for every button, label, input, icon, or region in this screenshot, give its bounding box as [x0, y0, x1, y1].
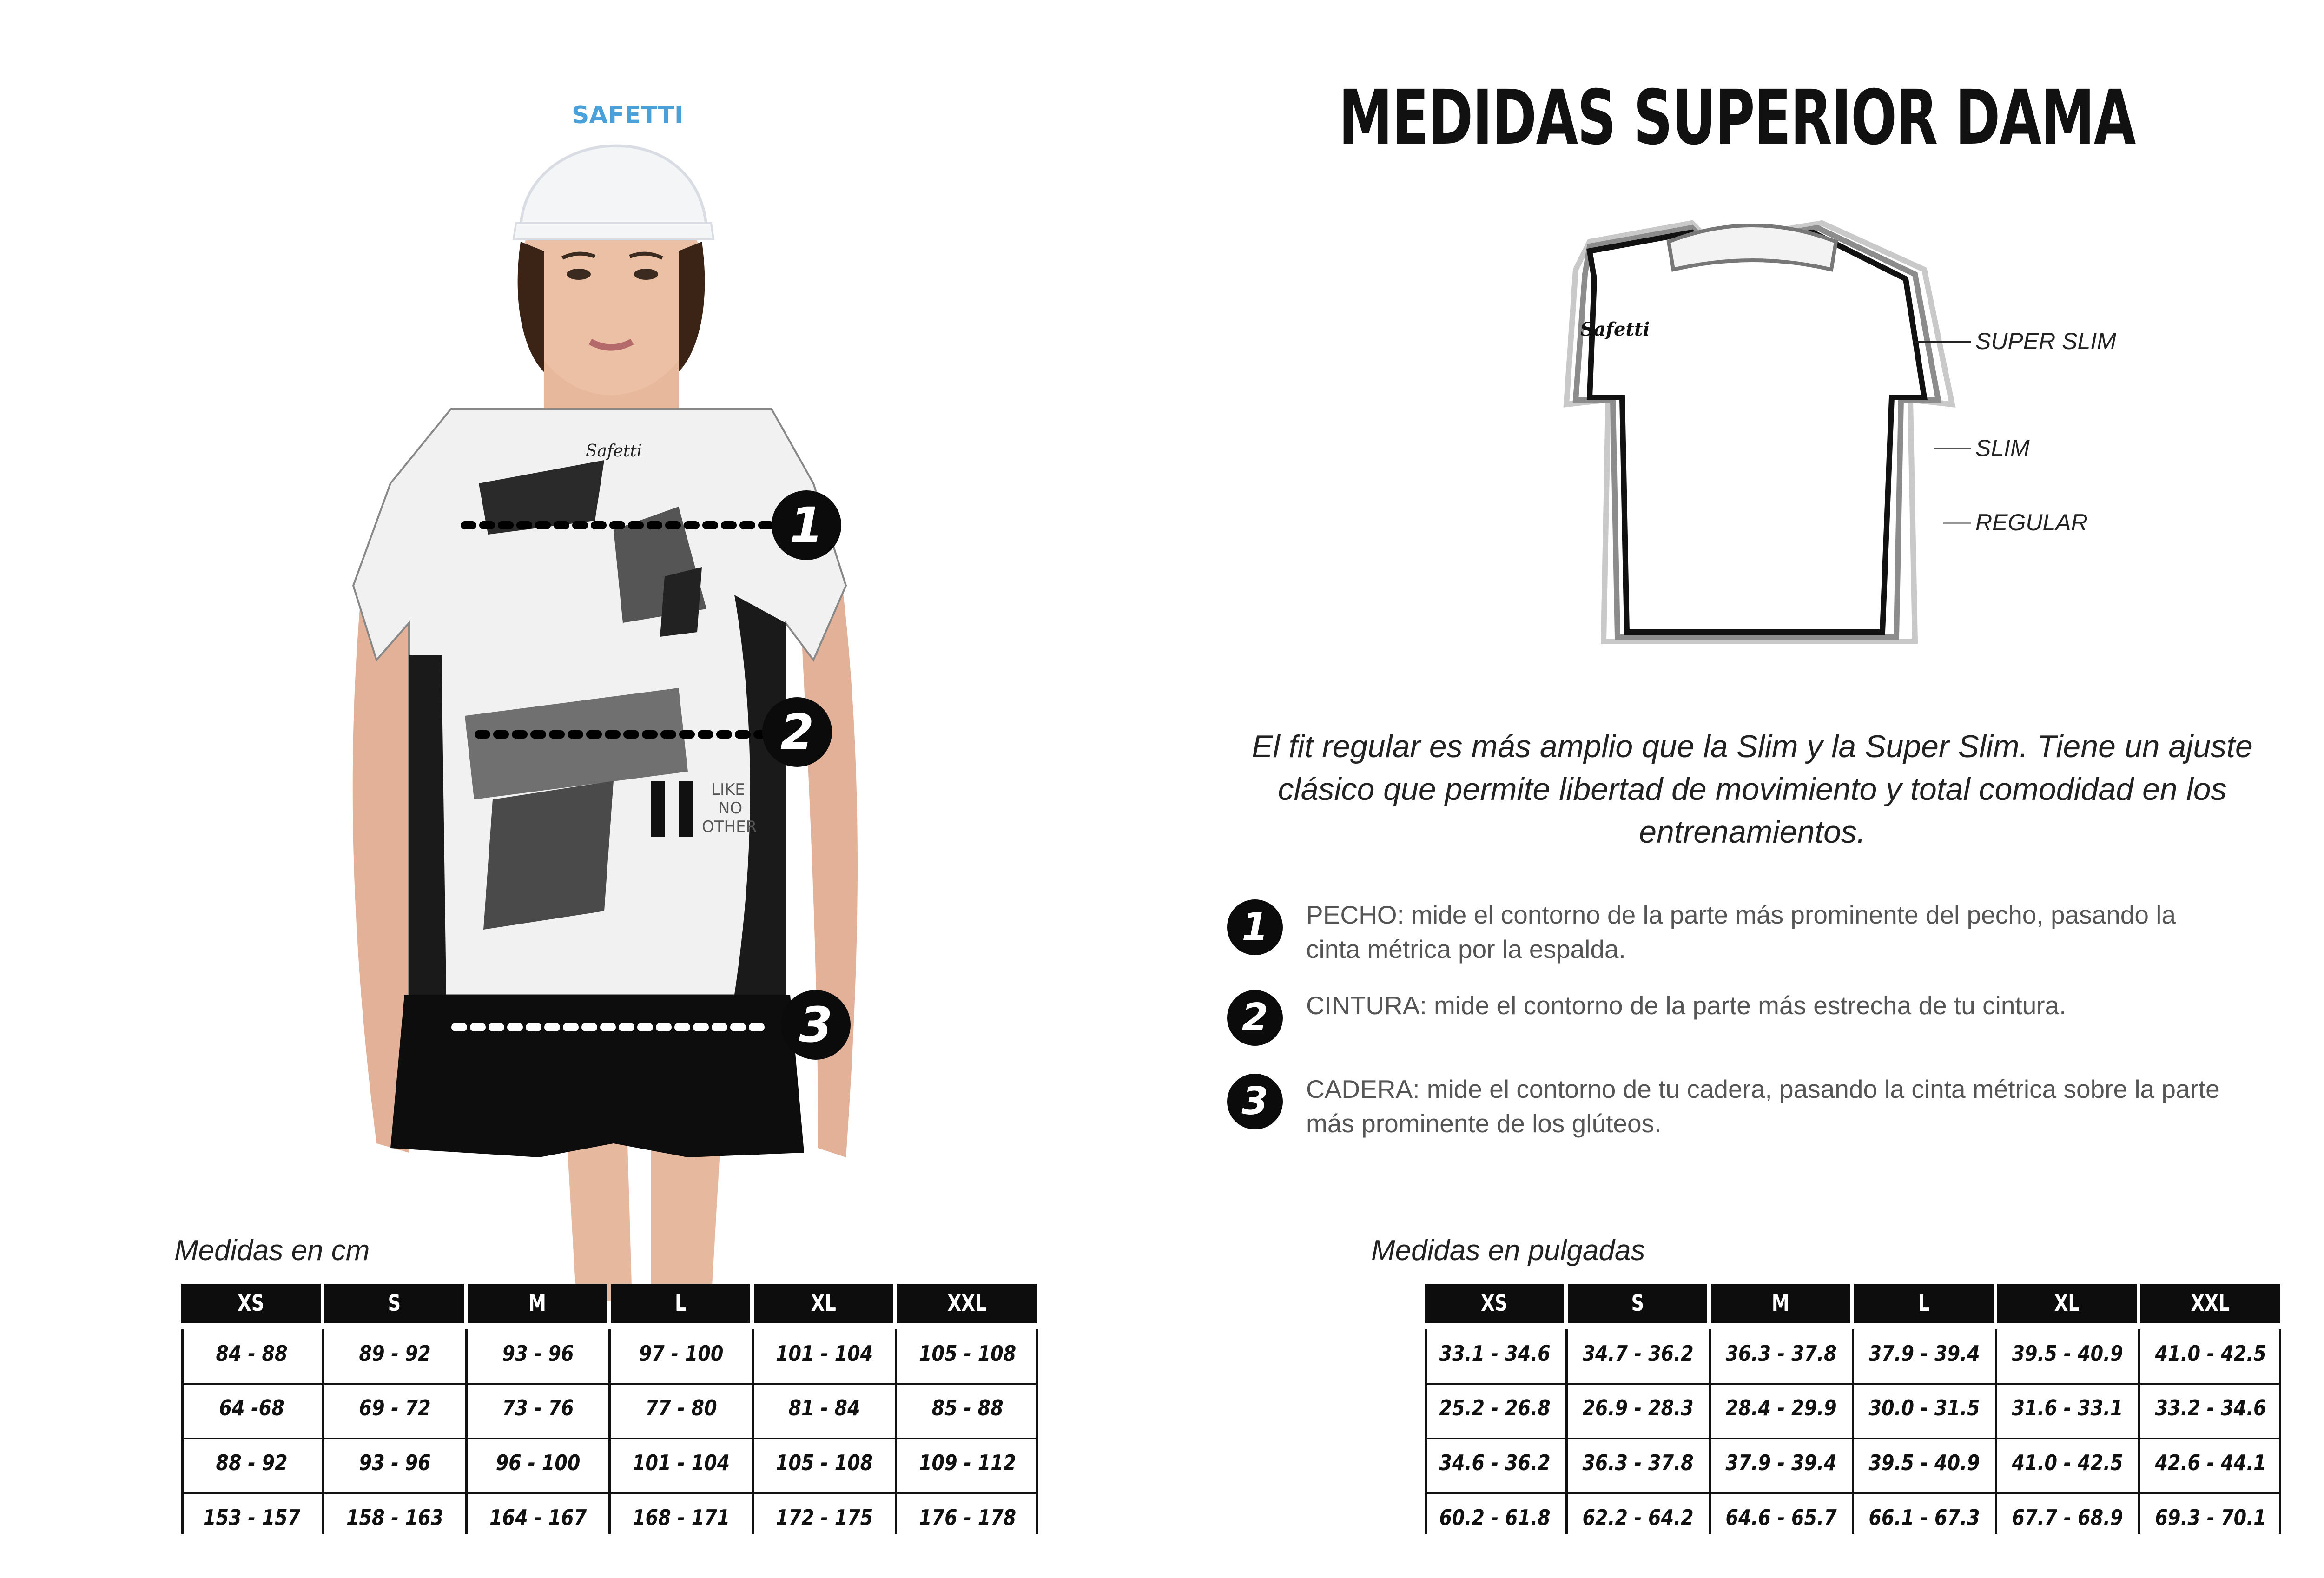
- model-figure: [325, 74, 930, 1301]
- page-title: MEDIDAS SUPERIOR DAMA: [1339, 74, 2135, 162]
- table-cell: 101 - 104: [775, 1341, 873, 1366]
- table-cell: 26.9 - 28.3: [1582, 1395, 1694, 1420]
- fit-label-slim: SLIM: [1975, 435, 2030, 461]
- size-header-cell: S: [1568, 1284, 1707, 1323]
- table-cell: 31.6 - 33.1: [2012, 1395, 2124, 1420]
- table-cell: 37.9 - 39.4: [1725, 1450, 1837, 1475]
- fit-label-super-slim: SUPER SLIM: [1975, 328, 2116, 354]
- table-cell: 97 - 100: [639, 1341, 724, 1366]
- table-cell: 34.6 - 36.2: [1439, 1450, 1551, 1475]
- size-header-cell: M: [1711, 1284, 1850, 1323]
- hip-marker-3: 3: [781, 990, 851, 1060]
- size-header-cell: XL: [754, 1284, 893, 1323]
- table-cell: 109 - 112: [918, 1450, 1017, 1475]
- fit-label-regular: REGULAR: [1975, 509, 2088, 535]
- size-header-cell: L: [611, 1284, 750, 1323]
- size-header-cell: XXL: [2140, 1284, 2280, 1323]
- instruction-text: PECHO: mide el contorno de la parte más prominente del pecho, pasando la cinta métrica por la espalda.: [1306, 900, 2176, 964]
- table-cell: 64.6 - 65.7: [1725, 1505, 1837, 1530]
- shirt-logo: Safetti: [586, 442, 642, 461]
- table-cell: 34.7 - 36.2: [1582, 1341, 1694, 1366]
- table-cell: 28.4 - 29.9: [1725, 1395, 1837, 1420]
- table-cell: 39.5 - 40.9: [1868, 1450, 1981, 1475]
- table-cell: 93 - 96: [502, 1341, 574, 1366]
- instruction-number-badge: 1: [1227, 899, 1283, 955]
- cap-logo: SAFETTI: [572, 101, 684, 129]
- size-header-cell: XL: [1997, 1284, 2137, 1323]
- table-cell: 73 - 76: [502, 1395, 574, 1420]
- table-cell: 158 - 163: [346, 1505, 444, 1530]
- waist-marker-2: 2: [762, 697, 832, 767]
- size-header-cell: S: [324, 1284, 464, 1323]
- table-cell: 37.9 - 39.4: [1868, 1341, 1981, 1366]
- chest-marker-1: 1: [772, 490, 841, 560]
- table-cell: 81 - 84: [788, 1395, 860, 1420]
- table-cell: 67.7 - 68.9: [2012, 1505, 2124, 1530]
- table-cell: 30.0 - 31.5: [1868, 1395, 1981, 1420]
- size-header-cell: M: [468, 1284, 607, 1323]
- fit-description: El fit regular es más amplio que la Slim y la Super Slim. Tiene un ajuste clásico que permite libertad de movimiento y total comodidad en los entrenamientos.: [1252, 729, 2253, 850]
- instruction-number-badge: 2: [1227, 990, 1283, 1046]
- table-cell: 36.3 - 37.8: [1582, 1450, 1694, 1475]
- table-cell: 64 -68: [219, 1395, 284, 1420]
- table-cell: 172 - 175: [775, 1505, 873, 1530]
- instruction-text: CADERA: mide el contorno de tu cadera, pasando la cinta métrica sobre la parte más prominente de los glúteos.: [1306, 1075, 2220, 1138]
- table-cell: 89 - 92: [359, 1341, 431, 1366]
- table-cell: 33.2 - 34.6: [2155, 1395, 2267, 1420]
- shirt-print-no: NO: [718, 799, 743, 818]
- table-cell: 105 - 108: [775, 1450, 873, 1475]
- table-cell: 41.0 - 42.5: [2012, 1450, 2124, 1475]
- table-cell: 69.3 - 70.1: [2155, 1505, 2267, 1530]
- table-cell: 77 - 80: [645, 1395, 717, 1420]
- table-cell: 164 - 167: [489, 1505, 587, 1530]
- instruction-number-badge: 3: [1227, 1074, 1283, 1129]
- table-cell: 41.0 - 42.5: [2155, 1341, 2267, 1366]
- table-cell: 176 - 178: [918, 1505, 1017, 1530]
- shirt-fit-outline: [1450, 214, 2147, 660]
- table-cell: 101 - 104: [632, 1450, 730, 1475]
- instruction-text: CINTURA: mide el contorno de la parte más estrecha de tu cintura.: [1306, 991, 2067, 1020]
- table-cell: 69 - 72: [359, 1395, 431, 1420]
- model-illustration: [325, 74, 930, 1301]
- shirt-print-other: OTHER: [702, 818, 757, 836]
- table-cell: 96 - 100: [495, 1450, 581, 1475]
- table-cell: 36.3 - 37.8: [1725, 1341, 1837, 1366]
- table-cell: 85 - 88: [931, 1395, 1004, 1420]
- shirt-print-like: LIKE: [711, 780, 745, 799]
- table-cell: 88 - 92: [216, 1450, 288, 1475]
- table-cell: 84 - 88: [216, 1341, 288, 1366]
- size-header-cell: XS: [1425, 1284, 1564, 1323]
- fit-diagram: [1450, 214, 2147, 660]
- table-cell: 153 - 157: [203, 1505, 301, 1530]
- table-cell: 168 - 171: [632, 1505, 730, 1530]
- table-cell: 42.6 - 44.1: [2155, 1450, 2267, 1475]
- table-cell: 33.1 - 34.6: [1439, 1341, 1551, 1366]
- table-cell: 105 - 108: [918, 1341, 1017, 1366]
- table-in-caption: Medidas en pulgadas: [1371, 1235, 1645, 1267]
- table-cell: 60.2 - 61.8: [1439, 1505, 1551, 1530]
- size-header-cell: XXL: [897, 1284, 1037, 1323]
- table-cell: 62.2 - 64.2: [1582, 1505, 1694, 1530]
- fit-shirt-logo: Safetti: [1580, 318, 1650, 340]
- size-header-cell: L: [1854, 1284, 1994, 1323]
- table-cell: 93 - 96: [359, 1450, 431, 1475]
- table-cell: 25.2 - 26.8: [1439, 1395, 1551, 1420]
- table-cm-caption: Medidas en cm: [174, 1235, 370, 1267]
- table-cell: 66.1 - 67.3: [1868, 1505, 1981, 1530]
- table-cell: 39.5 - 40.9: [2012, 1341, 2124, 1366]
- size-header-cell: XS: [181, 1284, 321, 1323]
